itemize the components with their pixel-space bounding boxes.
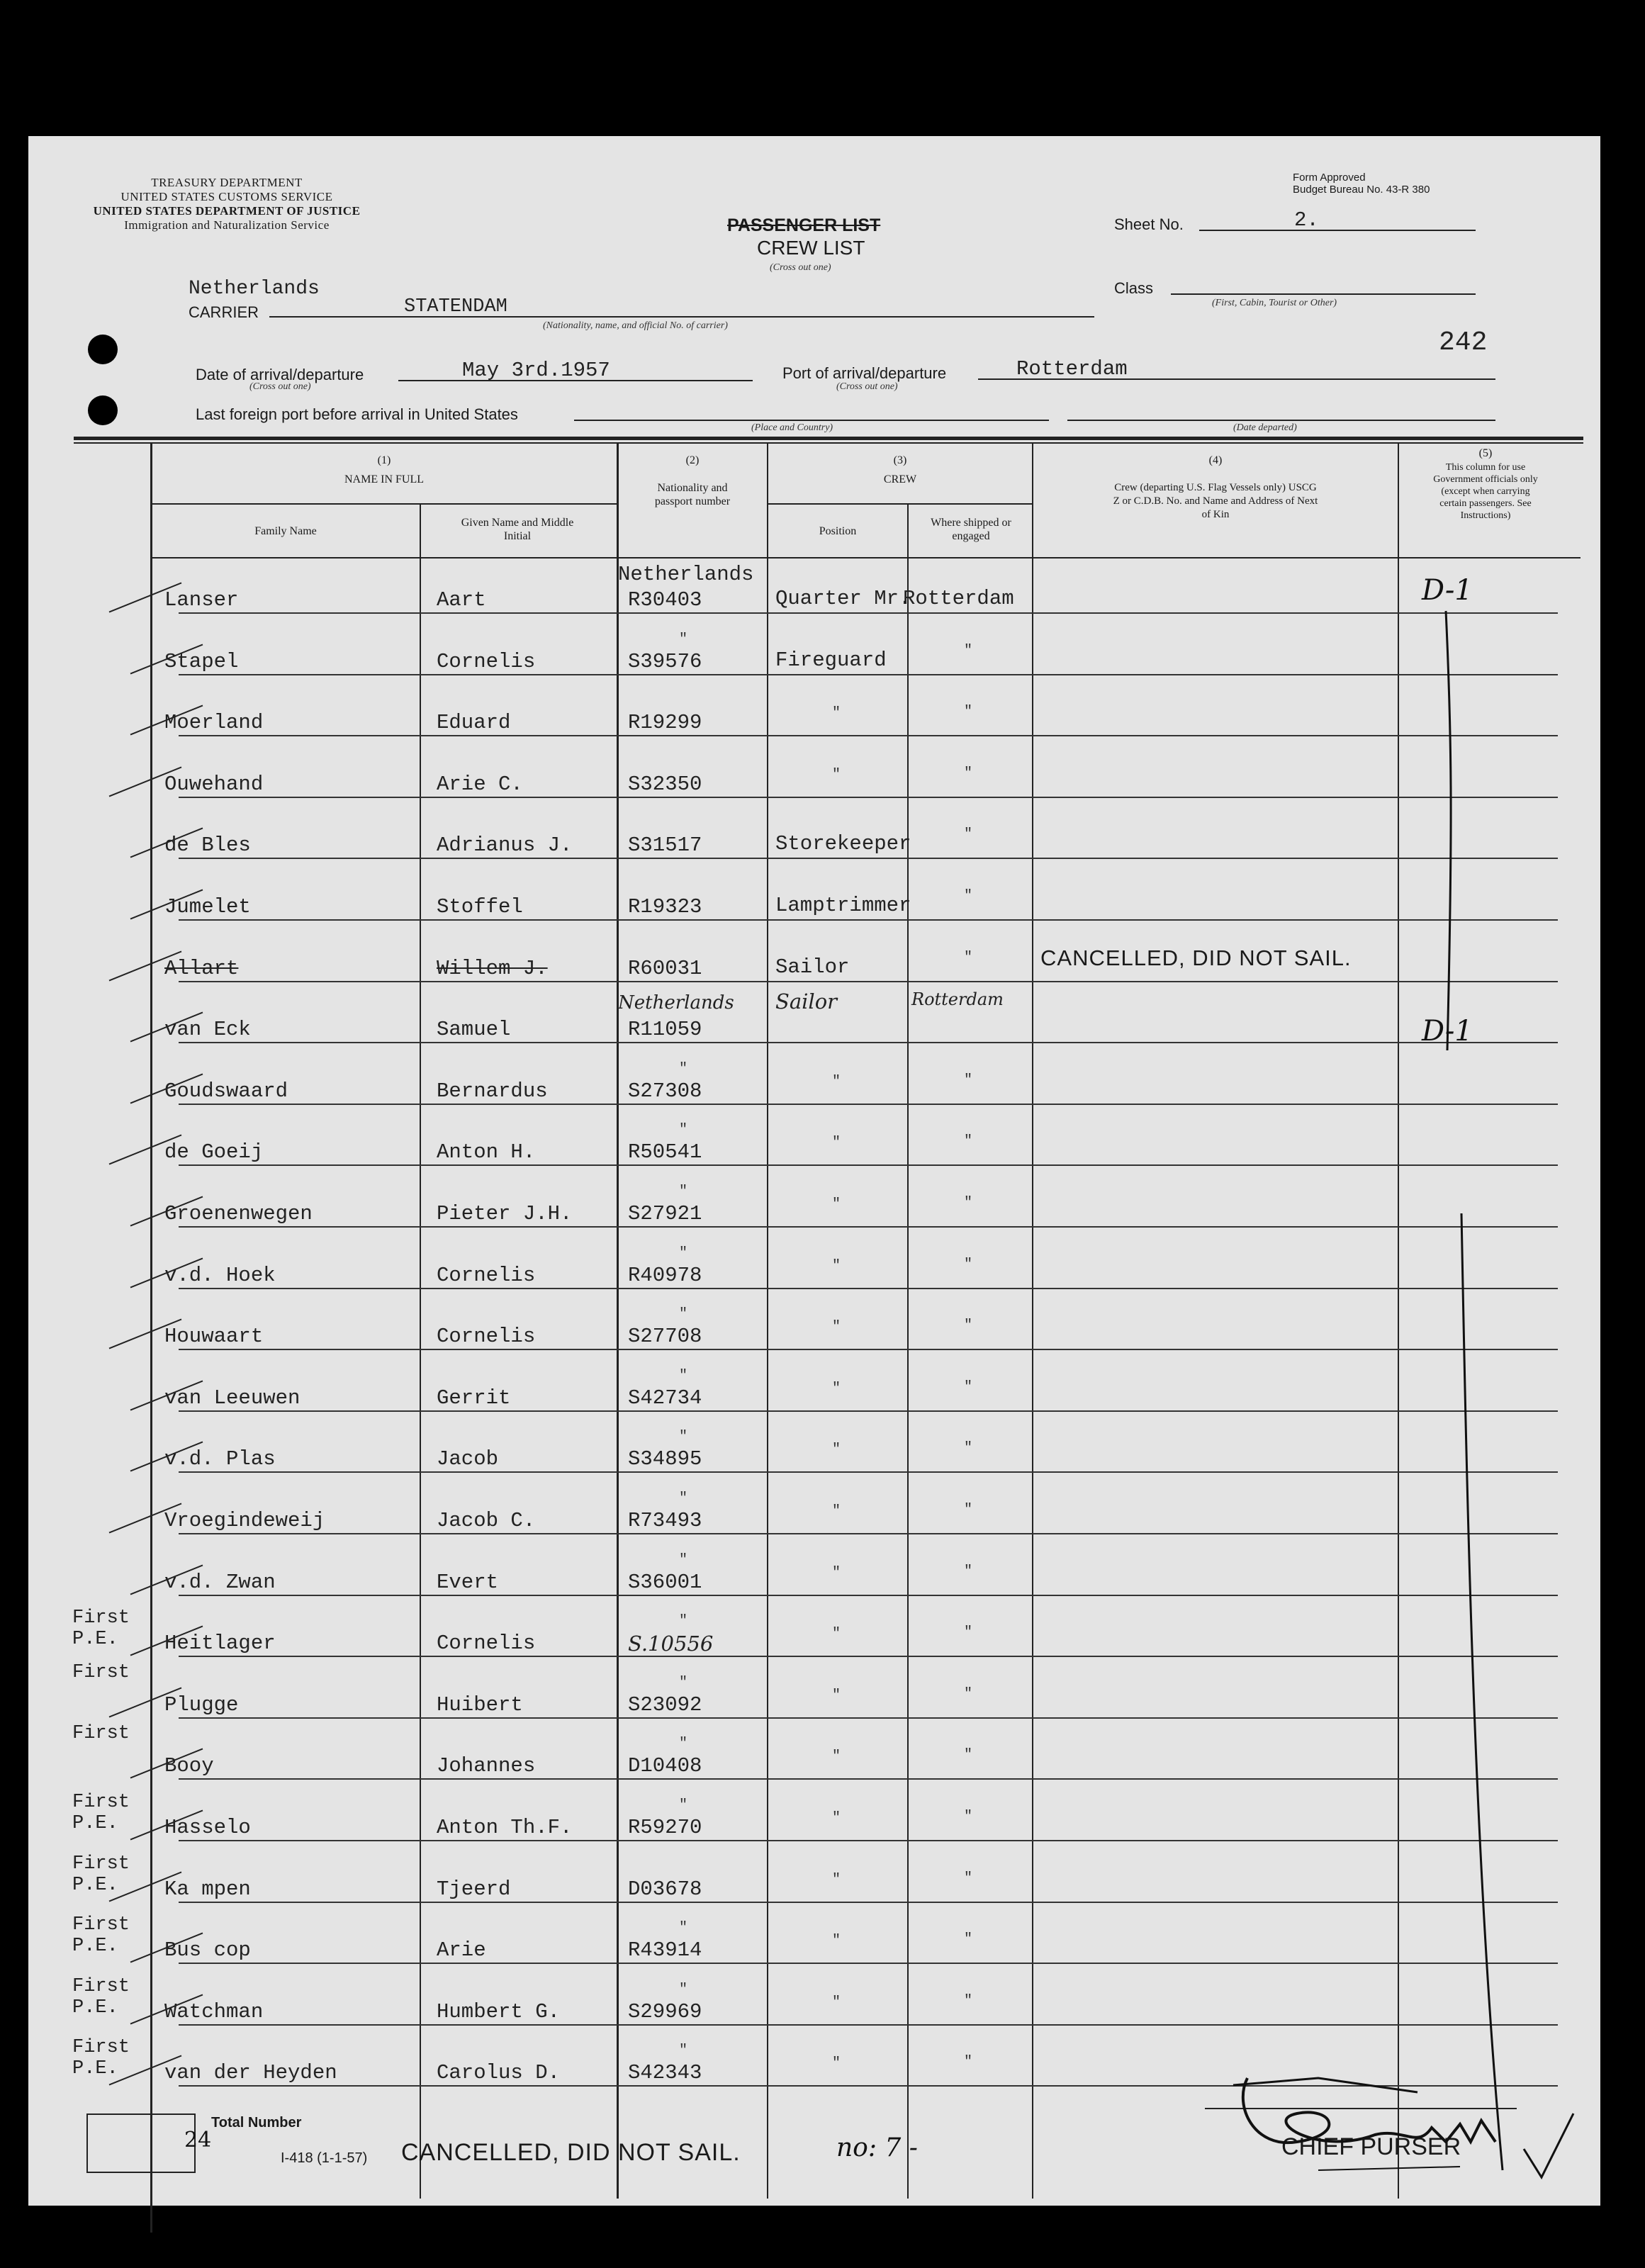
col4-num: (4) (1208, 454, 1223, 466)
where-shipped-cell: " (964, 1072, 973, 1089)
passport-cell: R11059 (628, 1018, 702, 1042)
col5-num: (5) (1478, 447, 1493, 459)
col4-title: Crew (departing U.S. Flag Vessels only) USCG Z or C.D.B. No. and Name and Address of Next of Kin (1113, 482, 1318, 520)
row-line (179, 1471, 1558, 1473)
passport-cell: R19299 (628, 711, 702, 735)
passport-cell: R60031 (628, 956, 702, 980)
family-name-cell: Heitlager (164, 1632, 276, 1656)
col-border-pos-where (907, 505, 909, 2199)
col-border-nat-crew (767, 442, 768, 2199)
row-line (179, 1963, 1558, 1964)
row-line (179, 1288, 1558, 1289)
given-name-cell: Pieter J.H. (437, 1202, 573, 1225)
given-name-cell: Arie (437, 1938, 486, 1963)
position-cell: " (832, 1073, 841, 1090)
stamp-number: 242 (1439, 327, 1488, 358)
date-departed-hint: (Date departed) (1233, 422, 1297, 433)
where-shipped-cell: " (964, 1379, 973, 1396)
passport-cell: R19323 (628, 895, 702, 919)
given-name-head: Given Name and Middle Initial (461, 517, 574, 542)
row-line (179, 858, 1558, 859)
given-name-cell: Eduard (437, 711, 511, 735)
where-shipped-cell: " (964, 1502, 973, 1518)
row-line (179, 1226, 1558, 1228)
place-hint: (Place and Country) (751, 422, 833, 433)
nationality-cell: " (679, 1613, 688, 1630)
passport-cell: S36001 (628, 1570, 702, 1594)
position-cell: " (832, 1810, 841, 1826)
position-cell: " (832, 1687, 841, 1704)
date-value: May 3rd.1957 (462, 359, 610, 382)
family-name-cell: Vroegindeweij (164, 1509, 325, 1532)
family-name-cell: Stapel (164, 649, 239, 673)
where-shipped-cell: " (964, 826, 973, 843)
where-shipped-cell: " (964, 1440, 973, 1457)
nationality-cell: " (679, 1551, 688, 1568)
nationality-cell: " (679, 1920, 688, 1937)
position-cell: " (832, 1564, 841, 1581)
footer-cancel-note: CANCELLED, DID NOT SAIL. (401, 2139, 741, 2166)
passport-cell: R30403 (628, 588, 702, 612)
given-name-cell: Aart (437, 588, 486, 612)
where-shipped-cell: " (964, 1809, 973, 1825)
position-cell: " (832, 1626, 841, 1643)
given-name-cell: Gerrit (437, 1386, 511, 1410)
row-line (179, 612, 1558, 614)
row-line (179, 1042, 1558, 1043)
where-shipped-cell: Rotterdam (911, 989, 1004, 1010)
where-shipped-cell: " (964, 1563, 973, 1580)
passport-cell: D10408 (628, 1754, 702, 1778)
position-cell: Quarter Mr. (775, 587, 911, 610)
row-class-prefix: First P.E. (72, 2037, 130, 2080)
given-name-cell: Evert (437, 1570, 499, 1594)
family-name-cell: Goudswaard (164, 1079, 288, 1103)
given-name-cell: Bernardus (437, 1079, 548, 1103)
nationality-cell: " (679, 1981, 688, 1998)
passport-cell: S42734 (628, 1386, 702, 1410)
passport-cell: S34895 (628, 1447, 702, 1471)
col1-head (152, 454, 617, 486)
form-code: I-418 (1-1-57) (281, 2150, 368, 2166)
agency-line: Immigration and Naturalization Service (124, 218, 330, 232)
family-name-cell: van der Heyden (164, 2061, 337, 2085)
row-line (179, 735, 1558, 736)
sheet-no-line (1199, 230, 1476, 231)
carrier-label: CARRIER (189, 303, 259, 321)
where-shipped-cell: " (964, 2054, 973, 2071)
where-shipped-cell: " (964, 1685, 973, 1702)
row-line (179, 1656, 1558, 1657)
position-cell: " (832, 1135, 841, 1152)
where-shipped-cell: " (964, 1318, 973, 1335)
given-name-cell: Jacob C. (437, 1509, 536, 1532)
row-line (179, 1595, 1558, 1596)
row-line (179, 1164, 1558, 1166)
nationality-cell: " (679, 1306, 688, 1323)
nationality-cell: " (679, 1245, 688, 1262)
list-title-hint: (Cross out one) (770, 262, 831, 273)
nationality-cell: " (679, 1797, 688, 1814)
col-border-left (150, 442, 152, 2233)
where-shipped-cell: Rotterdam (903, 587, 1014, 610)
family-name-head: Family Name (254, 525, 317, 537)
port-label: Port of arrival/departure (782, 364, 947, 382)
position-cell: Sailor (775, 955, 850, 979)
class-line (1171, 293, 1476, 295)
where-shipped-cell: " (964, 765, 973, 782)
signature-scribble (1191, 2064, 1588, 2184)
where-shipped-cell: " (964, 949, 973, 966)
given-name-cell: Tjeerd (437, 1877, 511, 1901)
sheet-no-value: 2. (1294, 208, 1319, 232)
passport-cell: S42343 (628, 2061, 702, 2085)
family-name-cell: v.d. Hoek (164, 1263, 276, 1287)
head-bottom-line (152, 557, 1581, 558)
form-approved (1293, 172, 1430, 196)
where-shipped-cell: " (964, 642, 973, 659)
nationality-cell: " (679, 1491, 688, 1507)
family-name-cell: Jumelet (164, 895, 251, 919)
col1-num: (1) (377, 454, 391, 466)
nationality-cell: " (679, 2043, 688, 2060)
head-sub-line-crew (768, 503, 1032, 505)
cancelled-remark: CANCELLED, DID NOT SAIL. (1040, 945, 1352, 970)
col2-num: (2) (685, 454, 700, 466)
given-name-cell: Arie C. (437, 772, 523, 796)
nationality-cell: " (679, 1429, 688, 1446)
passport-cell: S23092 (628, 1692, 702, 1717)
position-cell: " (832, 1442, 841, 1459)
col3-num: (3) (893, 454, 907, 466)
passport-cell: S.10556 (628, 1632, 714, 1656)
passport-cell: R40978 (628, 1263, 702, 1287)
position-cell: " (832, 1196, 841, 1213)
position-cell: " (832, 1503, 841, 1520)
position-cell: " (832, 2055, 841, 2072)
nationality-cell: Netherlands (618, 563, 754, 586)
passport-cell: R73493 (628, 1509, 702, 1532)
row-class-prefix: First P.E. (72, 1975, 130, 2019)
family-name-cell: Lanser (164, 588, 239, 612)
total-label: Total Number (211, 2115, 302, 2131)
family-name-cell: Houwaart (164, 1325, 264, 1349)
col4-head (1113, 454, 1318, 522)
position-cell: Lamptrimmer (775, 894, 911, 917)
row-class-prefix: First (72, 1661, 130, 1683)
row-line (179, 1533, 1558, 1534)
position-cell: " (832, 1871, 841, 1888)
family-name-cell: Booy (164, 1754, 214, 1778)
row-line (179, 1902, 1558, 1903)
row-line (179, 2024, 1558, 2026)
position-cell: " (832, 1380, 841, 1397)
given-name-cell: Adrianus J. (437, 833, 573, 858)
position-cell: " (832, 1933, 841, 1950)
where-shipped-cell: " (964, 888, 973, 904)
passport-cell: S27308 (628, 1079, 702, 1103)
total-value: 24 (184, 2128, 212, 2152)
row-line (179, 981, 1558, 982)
given-name-cell: Cornelis (437, 1632, 536, 1656)
row-class-prefix: First P.E. (72, 1792, 130, 1834)
nationality-cell: " (679, 1367, 688, 1384)
col-border-family-given (420, 505, 421, 2199)
row-line (179, 1410, 1558, 1412)
head-sub-line-name (152, 503, 617, 505)
position-cell: " (832, 766, 841, 783)
passport-cell: S39576 (628, 649, 702, 673)
last-port-line (574, 420, 1049, 421)
family-name-cell: v.d. Plas (164, 1447, 276, 1471)
given-name-cell: Jacob (437, 1447, 499, 1471)
agency-block (78, 176, 376, 232)
col1-title: NAME IN FULL (344, 473, 424, 485)
punch-hole-bottom (88, 395, 118, 425)
form-approved-label: Form Approved (1293, 172, 1366, 184)
col3-head (768, 454, 1032, 486)
position-cell: " (832, 1748, 841, 1765)
given-name-cell: Anton Th.F. (437, 1816, 573, 1839)
passport-cell: S27708 (628, 1325, 702, 1349)
gov-bracket-lines (1396, 590, 1552, 2191)
carrier-nationality: Netherlands (189, 278, 320, 300)
crew-list-sheet (28, 136, 1600, 2206)
col2-head (618, 454, 767, 508)
family-name-cell: Moerland (164, 711, 264, 735)
nationality-cell: " (679, 1736, 688, 1753)
row-line (179, 1349, 1558, 1350)
position-cell: " (832, 705, 841, 722)
position-cell: " (832, 1994, 841, 2011)
date-departed-line (1067, 420, 1495, 421)
where-shipped-head: Where shipped or engaged (931, 517, 1011, 542)
family-name-cell: Groenenwegen (164, 1202, 313, 1225)
passport-cell: S29969 (628, 1999, 702, 2023)
total-box (86, 2113, 196, 2173)
agency-line: UNITED STATES DEPARTMENT OF JUSTICE (93, 204, 361, 218)
family-name-cell: Ka mpen (164, 1877, 251, 1901)
row-line (179, 1717, 1558, 1719)
where-shipped-cell: " (964, 1747, 973, 1764)
position-cell: Fireguard (775, 648, 887, 672)
given-name-cell: Cornelis (437, 1325, 536, 1349)
chief-purser-label: CHIEF PURSER (1281, 2133, 1461, 2160)
family-name-cell: van Leeuwen (164, 1386, 301, 1410)
punch-hole-top (88, 335, 118, 364)
class-label: Class (1114, 279, 1154, 297)
agency-line: TREASURY DEPARTMENT (151, 176, 303, 189)
nationality-cell: " (679, 1674, 688, 1691)
passport-cell: S32350 (628, 772, 702, 796)
col5-head (1402, 447, 1569, 522)
row-line (179, 1778, 1558, 1780)
given-name-cell: Samuel (437, 1018, 511, 1042)
where-shipped-cell: " (964, 1992, 973, 2009)
position-cell: " (832, 1319, 841, 1336)
row-line (179, 919, 1558, 921)
family-name-cell: Ouwehand (164, 772, 264, 796)
row-class-prefix: First (72, 1723, 130, 1745)
row-line (179, 797, 1558, 798)
list-title-struck: PASSENGER LIST (727, 215, 881, 235)
row-class-prefix: First P.E. (72, 1607, 130, 1651)
nationality-cell: " (679, 631, 688, 648)
given-name-cell: Humbert G. (437, 1999, 561, 2023)
where-shipped-cell: " (964, 1256, 973, 1273)
position-cell: " (832, 1257, 841, 1274)
passport-cell: R59270 (628, 1816, 702, 1839)
family-name-cell: Allart (164, 956, 239, 980)
family-name-cell: de Goeij (164, 1140, 264, 1164)
gov-mark: D-1 (1422, 574, 1473, 607)
passport-cell: S31517 (628, 833, 702, 858)
budget-bureau-label: Budget Bureau No. 43-R 380 (1293, 184, 1430, 196)
given-name-cell: Stoffel (437, 895, 523, 919)
nationality-cell: Netherlands (618, 992, 734, 1014)
sheet-no-label: Sheet No. (1114, 215, 1184, 233)
where-shipped-cell: " (964, 704, 973, 721)
nationality-cell: " (679, 1122, 688, 1139)
family-name-cell: van Eck (164, 1018, 251, 1042)
agency-line: UNITED STATES CUSTOMS SERVICE (120, 190, 333, 203)
nationality-cell: " (679, 1060, 688, 1077)
port-value: Rotterdam (1016, 357, 1128, 381)
table-top-rule-2 (74, 442, 1583, 444)
col-border-crew-kin (1032, 442, 1033, 2199)
row-line (179, 674, 1558, 675)
where-shipped-cell: " (964, 1624, 973, 1641)
date-hint: (Cross out one) (249, 381, 311, 392)
family-name-cell: de Bles (164, 833, 251, 858)
given-name-cell: Cornelis (437, 1263, 536, 1287)
passport-cell: S27921 (628, 1202, 702, 1225)
where-shipped-cell: " (964, 1870, 973, 1887)
carrier-line (269, 316, 1094, 318)
col2-title: Nationality and passport number (654, 482, 731, 507)
position-cell: Storekeeper (775, 832, 911, 856)
given-name-cell: Huibert (437, 1692, 523, 1717)
class-hint: (First, Cabin, Tourist or Other) (1212, 298, 1337, 308)
row-line (179, 1104, 1558, 1105)
row-class-prefix: First P.E. (72, 1914, 130, 1958)
col3-title: CREW (883, 473, 917, 485)
given-name-cell: Anton H. (437, 1140, 536, 1164)
given-name-cell: Carolus D. (437, 2061, 561, 2085)
where-shipped-cell: " (964, 1931, 973, 1948)
nationality-cell: " (679, 1184, 688, 1200)
given-name-cell: Willem J. (437, 956, 548, 980)
row-line (179, 1840, 1558, 1841)
list-title: CREW LIST (757, 237, 865, 259)
where-shipped-cell: " (964, 1195, 973, 1211)
passport-cell: R50541 (628, 1140, 702, 1164)
table-top-rule (74, 437, 1583, 440)
last-port-label: Last foreign port before arrival in United States (196, 405, 518, 423)
gov-mark: D-1 (1422, 1015, 1473, 1048)
family-name-cell: Bus cop (164, 1938, 251, 1963)
passport-cell: D03678 (628, 1877, 702, 1901)
passport-cell: R43914 (628, 1938, 702, 1963)
where-shipped-cell: " (964, 1133, 973, 1150)
footer-hand-note: no: 7 - (836, 2133, 918, 2162)
given-name-cell: Cornelis (437, 649, 536, 673)
port-hint: (Cross out one) (836, 381, 898, 392)
carrier-name: STATENDAM (404, 296, 507, 318)
position-cell: Sailor (775, 989, 838, 1014)
family-name-cell: Hasselo (164, 1816, 251, 1839)
given-name-cell: Johannes (437, 1754, 536, 1778)
date-label: Date of arrival/departure (196, 366, 364, 383)
row-class-prefix: First P.E. (72, 1853, 130, 1896)
carrier-hint: (Nationality, name, and official No. of carrier) (543, 320, 728, 331)
family-name-cell: Plugge (164, 1692, 239, 1717)
col5-title: This column for use Government officials only (except when carrying certain passengers. See Instructions) (1433, 462, 1538, 521)
family-name-cell: Watchman (164, 1999, 264, 2023)
col-border-name-nat (617, 442, 619, 2199)
family-name-cell: v.d. Zwan (164, 1570, 276, 1594)
position-head: Position (819, 525, 857, 537)
